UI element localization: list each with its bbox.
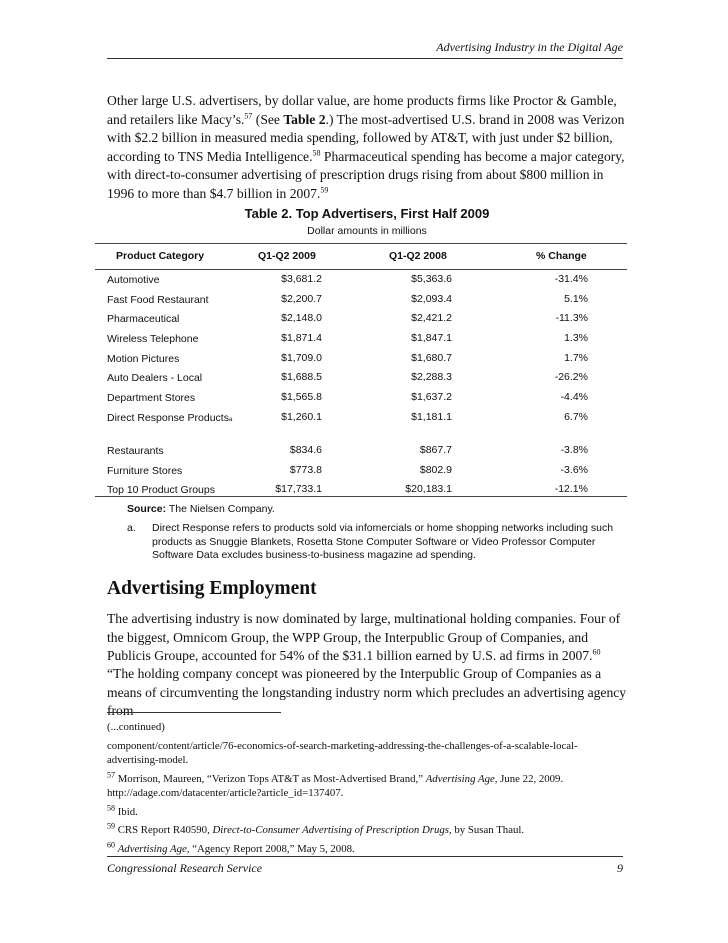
cell-2008: $2,288.3 [411, 371, 452, 384]
footnote-text: Morrison, Maureen, “Verizon Tops AT&T as Most-Advertised Brand,” [115, 772, 426, 785]
footnote-rule [107, 712, 281, 713]
cell-change: -12.1% [554, 483, 588, 496]
cell-change: 1.3% [564, 332, 588, 345]
cell-change: -3.8% [560, 443, 588, 456]
table-row [107, 329, 627, 349]
cell-2009: $1,260.1 [281, 410, 322, 423]
header-percent-change: % Change [536, 250, 587, 262]
table-note [127, 522, 617, 563]
cell-category [107, 411, 267, 427]
table-row [107, 408, 627, 441]
cell-change: -3.6% [560, 463, 588, 476]
cell-2009: $773.8 [289, 463, 322, 476]
table-source [127, 503, 275, 515]
footnote-text: “Agency Report 2008,” May 5, 2008. [189, 842, 355, 855]
header-rule [107, 58, 623, 59]
header-product-category: Product Category [116, 250, 205, 262]
cell-change: -11.3% [555, 312, 588, 325]
running-header: Advertising Industry in the Digital Age [436, 40, 623, 54]
cell-2008: $20,183.1 [405, 483, 452, 496]
cell-category-text: Direct Response Products [107, 411, 229, 424]
footnotes [107, 720, 627, 860]
footnote-ref-59[interactable]: 59 [320, 184, 329, 194]
cell-2009: $3,681.2 [281, 273, 322, 285]
cell-category: Furniture Stores [107, 464, 183, 477]
cell-2009: $1,871.4 [281, 332, 322, 345]
cell-category: Motion Pictures [107, 352, 180, 365]
header-q1-q2-2009: Q1-Q2 2009 [258, 250, 316, 262]
cell-category: Auto Dealers - Local [107, 372, 203, 385]
cell-2009: $1,565.8 [281, 391, 322, 404]
table-body [107, 270, 627, 500]
cell-change: 5.1% [564, 292, 588, 305]
cell-category: Department Stores [107, 392, 196, 405]
body-paragraph-1 [107, 610, 627, 666]
cell-change: 1.7% [564, 351, 588, 364]
footnote-58 [107, 802, 627, 820]
footnote-57 [107, 769, 627, 801]
footer-organization: Congressional Research Service [107, 861, 263, 875]
table-row [107, 368, 627, 388]
cell-2008: $802.9 [419, 463, 452, 476]
table-row [107, 309, 627, 329]
footnote-text: Ibid. [115, 805, 138, 818]
cell-2009: $2,148.0 [281, 312, 322, 325]
cell-2008: $2,421.2 [411, 312, 452, 325]
source-label: Source: [127, 503, 167, 515]
footnote-text[interactable]: , June 22, 2009. http://adage.com/datacenter/article?article_id=137407. [107, 772, 564, 799]
cell-2009: $2,200.7 [281, 292, 322, 305]
intro-text-3: .) The most-advertised U.S. brand in 2008 was Verizon with $2.2 billion in measured media spending, followed by AT&T, with just under $2 billion, according to TNS Media Intelligence. [107, 111, 625, 164]
footnote-number: 57 [107, 769, 115, 779]
page-number: 9 [617, 861, 623, 875]
cell-2008: $2,093.4 [411, 292, 452, 305]
table-note-mark: a [228, 416, 233, 423]
report-title: Direct-to-Consumer Advertising of Prescription Drugs [212, 824, 449, 836]
publication-title: Advertising Age [425, 772, 495, 785]
source-text: The Nielsen Company. [166, 503, 275, 515]
section-heading: Advertising Employment [107, 578, 317, 599]
footnote-continued-label: (...continued) [107, 721, 165, 733]
footnote-60 [107, 839, 627, 857]
footnote-ref-60[interactable]: 60 [592, 647, 601, 657]
header-q1-q2-2008: Q1-Q2 2008 [389, 250, 447, 262]
cell-2008: $1,181.1 [411, 410, 452, 423]
footnote-number: 59 [107, 821, 115, 831]
cell-change: -4.4% [560, 391, 588, 404]
footnote-text: , by Susan Thaul. [449, 824, 525, 836]
publication-title: Advertising Age, [117, 842, 190, 855]
intro-text-2: (See [252, 111, 284, 127]
table-row [107, 461, 627, 481]
cell-2008: $867.7 [419, 443, 452, 456]
cell-2009: $1,688.5 [281, 371, 322, 384]
cell-2008: $5,363.6 [411, 273, 452, 285]
cell-2008: $1,637.2 [411, 391, 452, 404]
intro-paragraph [107, 92, 627, 203]
table-header-row [95, 250, 627, 266]
footnote-number: 58 [107, 802, 115, 812]
table-bottom-rule [95, 496, 627, 497]
cell-category: Top 10 Product Groups [107, 484, 215, 497]
footnote-continued-text: component/content/article/76-economics-of-search-marketing-addressing-the-challenges-of-a-scalable-local-advertising-model. [107, 739, 578, 766]
cell-2008: $1,847.1 [411, 332, 452, 345]
footnote-ref-58[interactable]: 58 [312, 147, 321, 157]
table-row [107, 441, 627, 461]
footnote-59 [107, 823, 627, 838]
table-reference[interactable]: Table 2 [283, 111, 326, 127]
table-title: Table 2. Top Advertisers, First Half 2009 [244, 206, 490, 221]
cell-change: -26.2% [554, 371, 588, 384]
table-top-rule [95, 243, 627, 244]
cell-change: -31.4% [554, 273, 588, 285]
cell-category: Automotive [107, 274, 160, 286]
footnote-number: 60 [107, 839, 115, 849]
footer-rule [107, 856, 623, 857]
table-subtitle: Dollar amounts in millions [307, 225, 427, 237]
cell-2009: $1,709.0 [281, 351, 322, 364]
cell-change: 6.7% [564, 410, 588, 423]
para1-text: The advertising industry is now dominated by large, multinational holding companies. Four of the biggest, Omnicom Group, the WPP Group, the Interpublic Group of Companies, and Publicis Groupe, accounted for 54% of the $31.1 billion earned by U.S. ad firms in 2007. [107, 611, 621, 663]
footnote-text: CRS Report R40590, [115, 824, 213, 836]
cell-category: Fast Food Restaurant [107, 293, 209, 306]
cell-category: Restaurants [107, 444, 164, 457]
footnote-ref-57[interactable]: 57 [244, 110, 253, 120]
table-row [107, 349, 627, 369]
cell-2009: $17,733.1 [275, 483, 322, 496]
intro-text-1: Other large U.S. advertisers, by dollar value, are home products firms like Proctor & Gamble, and retailers like Macy’s. [107, 93, 617, 127]
note-text: Direct Response refers to products sold via infomercials or home shopping networks including such products as Snuggie Blankets, Rosetta Stone Computer Software or Video Professor Computer Software Data excludes business-to-business magazine ad spending. [152, 522, 614, 561]
note-letter: a. [127, 522, 136, 534]
cell-2009: $834.6 [289, 443, 322, 456]
cell-category: Pharmaceutical [107, 313, 180, 326]
table-row [107, 290, 627, 310]
intro-text-4: Pharmaceutical spending has become a major category, with direct-to-consumer advertising of prescription drugs rising from about $800 million in 1996 to more than $4.7 billion in 2007. [107, 148, 625, 201]
table-row [107, 388, 627, 408]
table-row [107, 270, 627, 290]
cell-2008: $1,680.7 [411, 351, 452, 364]
body-paragraph-2: “The holding company concept was pioneered by the Interpublic Group of Companies as a means of circumventing the longstanding industry norm which precludes an advertising agency from [107, 666, 627, 718]
cell-category: Wireless Telephone [107, 333, 199, 346]
